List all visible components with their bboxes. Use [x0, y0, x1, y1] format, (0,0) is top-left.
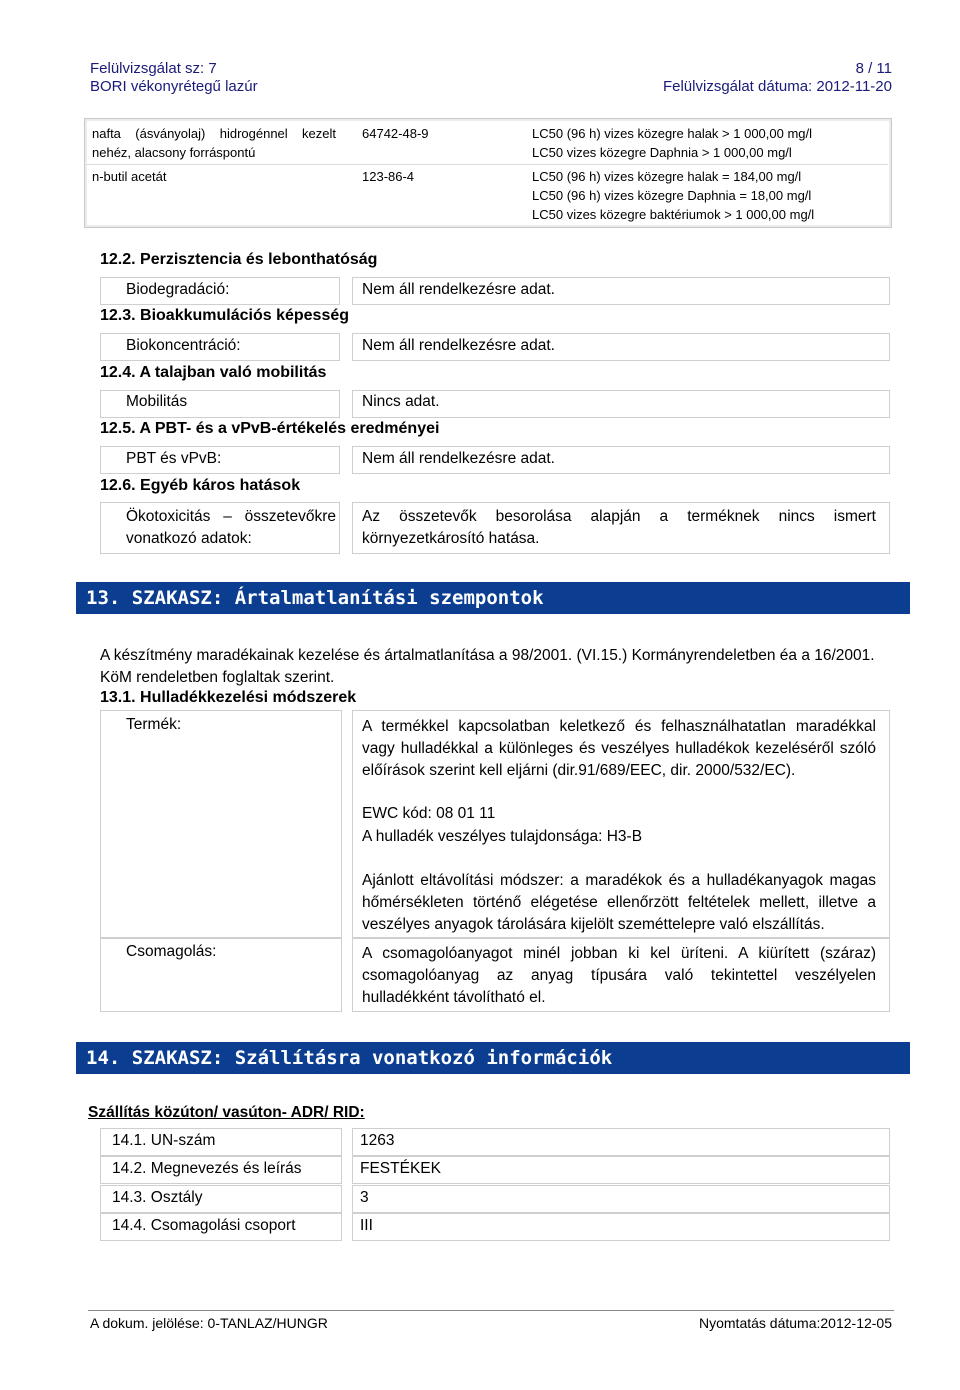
transport-value: III [360, 1217, 373, 1234]
cas-number: 64742-48-9 [362, 126, 429, 141]
disposal-intro: A készítmény maradékainak kezelése és ártalmatlanítása a 98/2001. (VI.15.) Kormányrendeletben éa a 16/2001. KöM rendeletben foglaltak szerint. [100, 647, 875, 686]
ecotox-value: LC50 (96 h) vizes közegre Daphnia = 18,00 mg/l [532, 188, 812, 203]
bioconc-label: Biokoncentráció: [126, 337, 241, 354]
product-label: Termék: [126, 716, 182, 733]
cas-number: 123-86-4 [362, 169, 415, 184]
ewc-code: EWC kód: 08 01 11 [362, 805, 496, 822]
eco-label: Ökotoxicitás – összetevőkre vonatkozó adatok: [126, 508, 336, 547]
heading-12-2: 12.2. Perzisztencia és lebonthatóság [100, 251, 378, 268]
transport-label: 14.2. Megnevezés és leírás [112, 1160, 302, 1177]
heading-13-1: 13.1. Hulladékkezelési módszerek [100, 689, 357, 706]
row-divider [86, 164, 888, 165]
heading-12-4: 12.4. A talajban való mobilitás [100, 364, 327, 381]
mob-label: Mobilitás [126, 393, 188, 410]
revision-date: Felülvizsgálat dátuma: 2012-11-20 [662, 78, 892, 95]
eco-value: Az összetevők besorolása alapján a terméknek nincs ismert környezetkárosító hatása. [362, 508, 876, 547]
waste-hazard: A hulladék veszélyes tulajdonsága: H3-B [362, 828, 643, 845]
heading-12-6: 12.6. Egyéb káros hatások [100, 477, 301, 494]
pg-value-box [352, 1213, 890, 1241]
footer-rule [88, 1310, 894, 1311]
substance-name: n-butil acetát [92, 169, 167, 184]
pack-disposal-text: A csomagolóanyagot minél jobban ki kel üríteni. A kiürített (száraz) csomagolóanyag az anyag típusára való tekintettel veszélyelen hulladékként távolítható el. [362, 945, 876, 1006]
heading-12-5: 12.5. A PBT- és a vPvB-értékelés eredményei [100, 420, 440, 437]
document-id: A dokum. jelölése: 0-TANLAZ/HUNGR [90, 1315, 328, 1331]
ecotox-value: LC50 vizes közegre Daphnia > 1 000,00 mg/l [532, 145, 792, 160]
mob-value: Nincs adat. [362, 393, 440, 410]
biodeg-value: Nem áll rendelkezésre adat. [362, 281, 555, 298]
substance-name: nafta (ásványolaj) hidrogénnel kezelt nehéz, alacsony forráspontú [92, 126, 336, 160]
un-value-box [352, 1128, 890, 1156]
product-name: BORI vékonyrétegű lazúr [90, 78, 258, 95]
transport-value: FESTÉKEK [360, 1160, 441, 1177]
transport-label: 14.1. UN-szám [112, 1132, 216, 1149]
transport-subheading: Szállítás közúton/ vasúton- ADR/ RID: [88, 1104, 365, 1121]
section-13-title: 13. SZAKASZ: Ártalmatlanítási szempontok [76, 582, 910, 614]
pbt-label: PBT és vPvB: [126, 450, 222, 467]
bioconc-value: Nem áll rendelkezésre adat. [362, 337, 555, 354]
transport-value: 1263 [360, 1132, 395, 1149]
print-date: Nyomtatás dátuma:2012-12-05 [699, 1315, 892, 1331]
disposal-method: Ajánlott eltávolítási módszer: a maradékok és a hulladékanyagok magas hőmérsékleten történő elégetése ellenőrzött feltételek mellett, illetve a veszélyes anyagok tárolására kijelölt szeméttelepre való elszállítás. [362, 872, 876, 933]
ecotox-value: LC50 (96 h) vizes közegre halak > 1 000,00 mg/l [532, 126, 813, 141]
pbt-value: Nem áll rendelkezésre adat. [362, 450, 555, 467]
class-value-box [352, 1185, 890, 1213]
revision-number: Felülvizsgálat sz: 7 [90, 60, 217, 77]
product-label-box [100, 710, 342, 938]
heading-12-3: 12.3. Bioakkumulációs képesség [100, 307, 350, 324]
pack-label: Csomagolás: [126, 943, 217, 960]
transport-label: 14.4. Csomagolási csoport [112, 1217, 296, 1234]
section-14-title: 14. SZAKASZ: Szállításra vonatkozó információk [76, 1042, 910, 1074]
page-number: 8 / 11 [855, 60, 892, 77]
transport-label: 14.3. Osztály [112, 1189, 203, 1206]
transport-value: 3 [360, 1189, 369, 1206]
product-disposal-text: A termékkel kapcsolatban keletkező és felhasználhatatlan maradékkal vagy hulladékkal a különleges és veszélyes hulladékok kezeléséről szóló előírások szerint kell eljárni (dir.91/689/EEC, dir. 2000/532/EC). [362, 718, 876, 779]
ecotox-value: LC50 (96 h) vizes közegre halak = 184,00 mg/l [532, 169, 802, 184]
biodeg-label: Biodegradáció: [126, 281, 230, 298]
ecotox-value: LC50 vizes közegre baktériumok > 1 000,00 mg/l [532, 207, 815, 222]
